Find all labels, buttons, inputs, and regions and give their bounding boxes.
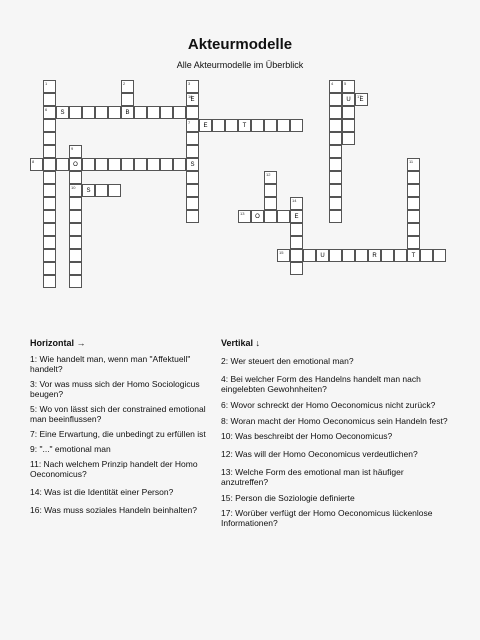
crossword-cell[interactable] (43, 119, 56, 132)
cell-number: 8 (32, 159, 35, 164)
crossword-cell[interactable] (82, 184, 95, 197)
crossword-cell[interactable] (277, 210, 290, 223)
crossword-cell[interactable] (329, 158, 342, 171)
crossword-cell[interactable] (69, 262, 82, 275)
crossword-cell[interactable] (420, 249, 433, 262)
crossword-cell[interactable] (407, 197, 420, 210)
crossword-cell[interactable] (95, 184, 108, 197)
crossword-cell[interactable] (251, 210, 264, 223)
crossword-cell[interactable] (69, 210, 82, 223)
clue-horizontal-5: 5: Wo von lässt sich der constrained emotional man beeinflussen? (30, 404, 206, 424)
crossword-cell[interactable] (368, 249, 381, 262)
crossword-cell[interactable] (264, 184, 277, 197)
cell-letter: S (190, 162, 195, 168)
cell-number: 13 (240, 211, 245, 216)
cell-number: 2 (123, 81, 126, 86)
crossword-cell[interactable] (69, 275, 82, 288)
crossword-cell[interactable] (43, 80, 56, 93)
crossword-cell[interactable] (342, 80, 355, 93)
cell-number: 7 (188, 120, 191, 125)
crossword-cell[interactable] (121, 93, 134, 106)
crossword-cell[interactable] (251, 119, 264, 132)
cell-letter: U (320, 253, 325, 259)
clue-vertical-8: 8: Woran macht der Homo Oeconomicus sein Handeln fest? (221, 416, 448, 426)
crossword-cell[interactable] (69, 106, 82, 119)
cell-letter: T (411, 253, 416, 259)
crossword-cell[interactable] (225, 119, 238, 132)
crossword-cell[interactable] (43, 223, 56, 236)
crossword-cell[interactable] (69, 171, 82, 184)
crossword-cell[interactable] (43, 210, 56, 223)
crossword-cell[interactable] (43, 184, 56, 197)
horizontal-clues (30, 338, 220, 520)
crossword-cell[interactable] (69, 197, 82, 210)
crossword-cell[interactable] (329, 145, 342, 158)
crossword-cell[interactable] (186, 132, 199, 145)
crossword-cell[interactable] (264, 171, 277, 184)
clue-vertical-17: 17: Worüber verfügt der Homo Oeconomicus lückenlose Informationen? (221, 508, 433, 528)
horizontal-heading: Horizontal → (30, 338, 86, 348)
crossword-cell[interactable] (433, 249, 446, 262)
clue-vertical-12: 12: Was will der Homo Oeconomicus verdeutlichen? (221, 449, 418, 459)
vertical-clues (221, 338, 451, 533)
crossword-cell[interactable] (407, 158, 420, 171)
crossword-cell[interactable] (121, 158, 134, 171)
crossword-cell[interactable] (43, 93, 56, 106)
clue-horizontal-14: 14: Was ist die Identität einer Person? (30, 487, 174, 497)
cell-number: 3 (188, 81, 191, 86)
crossword-cell[interactable] (186, 119, 199, 132)
crossword-cell[interactable] (43, 275, 56, 288)
clue-vertical-15: 15: Person die Soziologie definierte (221, 493, 355, 503)
crossword-cell[interactable] (264, 119, 277, 132)
crossword-cell[interactable] (407, 223, 420, 236)
crossword-cell[interactable] (316, 249, 329, 262)
crossword-cell[interactable] (199, 119, 212, 132)
crossword-cell[interactable] (43, 236, 56, 249)
cell-letter: S (60, 110, 65, 116)
crossword-cell[interactable] (342, 106, 355, 119)
clue-vertical-13: 13: Welche Form des emotional man ist häufiger anzutreffen? (221, 467, 404, 487)
crossword-cell[interactable] (82, 106, 95, 119)
crossword-cell[interactable] (43, 158, 56, 171)
crossword-cell[interactable] (407, 249, 420, 262)
crossword-cell[interactable] (329, 197, 342, 210)
crossword-cell[interactable] (43, 262, 56, 275)
cell-letter: O (73, 162, 78, 168)
cell-letter: R (372, 253, 377, 259)
crossword-cell[interactable] (56, 106, 69, 119)
crossword-cell[interactable] (69, 249, 82, 262)
crossword-cell[interactable] (212, 119, 225, 132)
crossword-cell[interactable] (238, 119, 251, 132)
crossword-cell[interactable] (43, 132, 56, 145)
clue-horizontal-16: 16: Was muss soziales Handeln beinhalten? (30, 505, 197, 515)
clue-horizontal-7: 7: Eine Erwartung, die unbedingt zu erfüllen ist (30, 429, 206, 439)
crossword-cell[interactable] (355, 93, 368, 106)
crossword-cell[interactable] (355, 249, 368, 262)
crossword-cell[interactable] (407, 184, 420, 197)
crossword-cell[interactable] (160, 106, 173, 119)
crossword-cell[interactable] (186, 197, 199, 210)
cell-letter: E (294, 214, 299, 220)
crossword-cell[interactable] (69, 145, 82, 158)
crossword-cell[interactable] (95, 158, 108, 171)
crossword-cell[interactable] (186, 106, 199, 119)
crossword-cell[interactable] (303, 249, 316, 262)
crossword-cell[interactable] (43, 197, 56, 210)
crossword-cell[interactable] (173, 106, 186, 119)
clue-vertical-4: 4: Bei welcher Form des Handelns handelt man nach eingelebten Gewohnheiten? (221, 374, 421, 394)
cell-number: 4 (331, 81, 334, 86)
cell-letter: T (242, 123, 247, 129)
cell-letter: S (86, 188, 91, 194)
crossword-cell[interactable] (43, 145, 56, 158)
crossword-cell[interactable] (290, 119, 303, 132)
cell-number: 6 (45, 107, 48, 112)
crossword-cell[interactable] (43, 171, 56, 184)
crossword-cell[interactable] (147, 106, 160, 119)
crossword-cell[interactable] (407, 236, 420, 249)
crossword-cell[interactable] (290, 262, 303, 275)
clue-horizontal-1: 1: Wie handelt man, wenn man "Affektuell" handelt? (30, 354, 191, 374)
crossword-cell[interactable] (134, 106, 147, 119)
crossword-cell[interactable] (69, 158, 82, 171)
crossword-cell[interactable] (342, 132, 355, 145)
cell-number: 10 (71, 185, 76, 190)
clue-vertical-6: 6: Wovor schreckt der Homo Oeconomicus nicht zurück? (221, 400, 436, 410)
crossword-cell[interactable] (43, 106, 56, 119)
crossword-cell[interactable] (277, 119, 290, 132)
crossword-cell[interactable] (290, 223, 303, 236)
cell-number: 5 (344, 81, 347, 86)
cell-number: 9 (71, 146, 74, 151)
crossword-cell[interactable] (264, 197, 277, 210)
crossword-cell[interactable] (69, 236, 82, 249)
crossword-cell[interactable] (134, 158, 147, 171)
crossword-cell[interactable] (238, 210, 251, 223)
clue-vertical-2: 2: Wer steuert den emotional man? (221, 356, 354, 366)
crossword-cell[interactable] (329, 119, 342, 132)
clue-vertical-10: 10: Was beschreibt der Homo Oeconomicus? (221, 431, 393, 441)
crossword-cell[interactable] (160, 158, 173, 171)
page-subtitle: Alle Akteurmodelle im Überblick (176, 60, 304, 70)
crossword-cell[interactable] (108, 106, 121, 119)
clue-horizontal-11: 11: Nach welchem Prinzip handelt der Homo Oeconomicus? (30, 459, 198, 479)
crossword-cell[interactable] (186, 158, 199, 171)
cell-letter: B (125, 110, 130, 116)
crossword-cell[interactable] (342, 249, 355, 262)
crossword-cell[interactable] (56, 158, 69, 171)
crossword-cell[interactable] (147, 158, 160, 171)
crossword-cell[interactable] (82, 158, 95, 171)
crossword-cell[interactable] (121, 80, 134, 93)
crossword-cell[interactable] (30, 158, 43, 171)
crossword-cell[interactable] (108, 184, 121, 197)
cell-number: 15 (279, 250, 284, 255)
cell-letter: E (190, 97, 195, 103)
crossword-cell[interactable] (329, 210, 342, 223)
cell-number: 17 (357, 94, 362, 99)
crossword-cell[interactable] (69, 223, 82, 236)
crossword-cell[interactable] (186, 210, 199, 223)
crossword-cell[interactable] (277, 249, 290, 262)
crossword-cell[interactable] (329, 106, 342, 119)
crossword-cell[interactable] (186, 93, 199, 106)
crossword-cell[interactable] (329, 80, 342, 93)
page-title: Akteurmodelle (187, 36, 293, 53)
cell-number: 16 (188, 94, 193, 99)
crossword-cell[interactable] (173, 158, 186, 171)
cell-letter: U (346, 97, 351, 103)
crossword-cell[interactable] (186, 184, 199, 197)
cell-letter: E (203, 123, 208, 129)
crossword-cell[interactable] (329, 132, 342, 145)
cell-letter: E (359, 97, 364, 103)
cell-number: 1 (45, 81, 48, 86)
crossword-cell[interactable] (290, 249, 303, 262)
crossword-cell[interactable] (186, 80, 199, 93)
crossword-cell[interactable] (381, 249, 394, 262)
cell-number: 11 (409, 159, 414, 164)
crossword-cell[interactable] (108, 158, 121, 171)
crossword-cell[interactable] (329, 184, 342, 197)
crossword-cell[interactable] (121, 106, 134, 119)
crossword-cell[interactable] (342, 93, 355, 106)
crossword-cell[interactable] (290, 210, 303, 223)
crossword-cell[interactable] (43, 249, 56, 262)
crossword-cell[interactable] (69, 184, 82, 197)
crossword-cell[interactable] (290, 197, 303, 210)
crossword-cell[interactable] (329, 93, 342, 106)
vertical-heading: Vertikal ↓ (221, 338, 261, 348)
crossword-cell[interactable] (95, 106, 108, 119)
crossword-cell[interactable] (186, 145, 199, 158)
cell-number: 14 (292, 198, 297, 203)
crossword-cell[interactable] (329, 249, 342, 262)
crossword-cell[interactable] (329, 171, 342, 184)
cell-letter: O (255, 214, 260, 220)
cell-number: 12 (266, 172, 271, 177)
crossword-cell[interactable] (290, 236, 303, 249)
crossword-cell[interactable] (186, 171, 199, 184)
crossword-cell[interactable] (407, 171, 420, 184)
crossword-cell[interactable] (264, 210, 277, 223)
crossword-cell[interactable] (394, 249, 407, 262)
crossword-cell[interactable] (342, 119, 355, 132)
crossword-cell[interactable] (407, 210, 420, 223)
clue-horizontal-3: 3: Vor was muss sich der Homo Sociologicus beugen? (30, 379, 200, 399)
clue-horizontal-9: 9: "..." emotional man (30, 444, 111, 454)
